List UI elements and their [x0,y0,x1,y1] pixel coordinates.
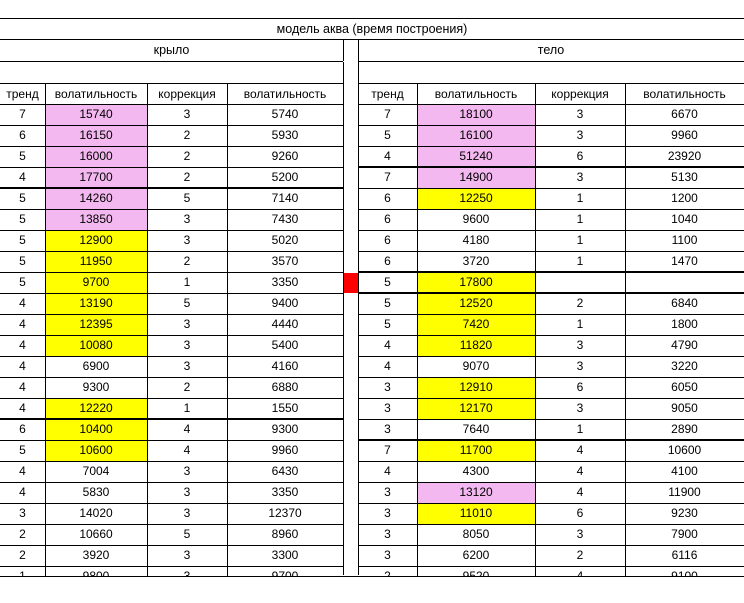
right-row-line [358,125,744,126]
right-cell: 2 [576,296,584,310]
left-header-bottom [0,104,343,105]
left-cell: 5740 [271,107,299,121]
right-cell [625,272,744,293]
right-row-line [358,419,744,420]
left-cell: 9300 [271,422,299,436]
left-cell: 4 [19,296,26,310]
left-row-line [0,335,343,336]
right-cell: 18100 [459,107,493,121]
right-cell: 6840 [671,296,698,310]
group-divider-right [358,40,359,61]
group-bottom-border-right [358,61,744,62]
left-cell: 5400 [271,338,299,352]
right-row-line [358,251,744,252]
left-cell: 9960 [271,443,299,457]
left-cell: 5 [19,275,26,289]
left-cell: 17700 [79,170,113,184]
left-cell: 3 [19,506,26,520]
left-cell: 14260 [79,191,113,205]
left-cell: 2 [19,527,26,541]
right-col-header: волатильность [643,87,726,101]
right-cell: 51240 [459,149,493,163]
right-cell: 7 [384,107,391,121]
left-cell: 5830 [82,485,110,499]
left-row-line [0,146,343,147]
left-row-line [0,503,343,504]
right-cell: 7 [384,170,391,184]
right-cell: 7 [384,443,391,457]
right-header-bottom [358,104,744,105]
right-group-separator [358,166,744,168]
right-cell: 5 [384,317,391,331]
sheet-title: модель аква (время построения) [276,22,468,36]
right-cell: 9050 [671,401,698,415]
title-bottom-border [0,39,744,40]
right-cell: 9070 [462,359,490,373]
left-cell: 5 [19,233,26,247]
left-row-line [0,230,343,231]
right-cell: 3 [384,506,391,520]
right-row-line [358,566,744,567]
left-cell: 7430 [271,212,299,226]
left-cell: 10600 [79,443,113,457]
left-col-header: тренд [6,87,39,101]
right-cell: 4180 [462,233,490,247]
right-cell: 23920 [667,149,702,163]
right-cell: 11900 [668,485,701,499]
right-cell: 12910 [459,380,493,394]
right-row-line [358,314,744,315]
left-cell: 5930 [271,128,299,142]
right-row-line [358,482,744,483]
right-row-line [358,524,744,525]
right-cell: 12520 [459,296,493,310]
left-row-line [0,356,343,357]
left-cell: 3 [183,485,191,499]
left-row-line [0,209,343,210]
right-cell: 5 [384,275,391,289]
left-row-line [0,377,343,378]
right-cell: 9230 [671,506,698,520]
left-cell: 3 [183,338,191,352]
right-cell: 3 [384,527,391,541]
left-cell: 4 [19,359,26,373]
left-row-line [0,293,343,294]
right-row-line [358,377,744,378]
left-cell: 3 [183,212,191,226]
left-cell: 9400 [271,296,299,310]
left-col-header: волатильность [243,87,327,101]
right-cell: 5 [384,128,391,142]
left-cell: 4 [19,338,26,352]
left-row-line [0,272,343,273]
right-cell: 11700 [459,443,493,457]
right-cell: 1100 [671,233,698,247]
left-cell: 5 [183,296,191,310]
left-row-line [0,482,343,483]
left-cell: 2 [183,170,191,184]
right-cell: 6 [576,149,584,163]
right-cell: 4 [576,464,584,478]
left-cell: 7 [19,107,26,121]
left-col-header: коррекция [158,87,216,101]
right-cell: 1 [576,254,584,268]
left-cell: 4 [19,170,26,184]
left-cell: 9700 [82,275,110,289]
right-cell: 6 [384,191,391,205]
left-cell: 16000 [79,149,113,163]
left-cell: 3 [183,359,191,373]
right-cell: 4 [384,359,391,373]
left-cell: 10660 [79,527,113,541]
right-cell: 4 [576,443,584,457]
group-header-left: крыло [153,43,190,57]
right-row-line [358,356,744,357]
left-cell: 5 [183,527,191,541]
left-cell: 3 [183,233,191,247]
right-cell: 17800 [459,275,493,289]
left-cell: 15740 [79,107,113,121]
left-group-separator [0,187,343,189]
right-cell: 3220 [671,359,698,373]
left-cell: 3920 [82,548,110,562]
left-row-line [0,251,343,252]
left-cell: 3 [183,317,191,331]
right-col-header: коррекция [551,87,609,101]
right-cell: 3720 [462,254,490,268]
right-cell: 12170 [459,401,493,415]
right-cell: 11820 [459,338,493,352]
right-cell: 4100 [671,464,698,478]
title-top-border [0,18,744,19]
right-cell: 1 [576,422,584,436]
left-cell: 12395 [79,317,113,331]
left-table-right-edge [343,62,344,575]
left-cell: 6 [19,422,26,436]
left-cell: 2 [183,380,191,394]
right-cell: 6 [576,506,584,520]
left-cell: 13190 [79,296,113,310]
left-cell: 3 [183,107,191,121]
right-cell: 4300 [462,464,490,478]
right-cell: 3 [576,128,584,142]
left-cell: 4160 [271,359,299,373]
left-cell: 4 [19,380,26,394]
left-cell: 8960 [271,527,299,541]
right-cell: 3 [384,485,391,499]
right-header-top [358,83,744,84]
left-cell: 5 [183,191,191,205]
left-cell: 4 [19,464,26,478]
right-cell: 9960 [671,128,698,142]
left-col-header: волатильность [54,87,138,101]
right-row-line [358,335,744,336]
right-cell: 3 [576,107,584,121]
left-cell: 2 [19,548,26,562]
left-row-line [0,545,343,546]
left-row-line [0,125,343,126]
left-cell: 5 [19,212,26,226]
left-cell: 10080 [79,338,113,352]
right-cell: 3 [384,380,391,394]
right-row-line [358,545,744,546]
left-cell: 5 [19,191,26,205]
left-cell: 1 [183,401,191,415]
left-cell: 4 [183,443,191,457]
left-cell: 7140 [271,191,299,205]
left-cell: 16150 [79,128,113,142]
left-cell: 3300 [271,548,299,562]
left-cell: 5 [19,443,26,457]
left-cell: 7004 [82,464,110,478]
right-cell: 6200 [462,548,490,562]
right-cell: 11010 [459,506,493,520]
right-cell: 2890 [671,422,698,436]
right-col-header: тренд [371,87,404,101]
right-cell: 9600 [462,212,490,226]
left-row-line [0,398,343,399]
left-cell: 2 [183,149,191,163]
left-cell: 6900 [82,359,110,373]
left-cell: 10400 [79,422,113,436]
left-header-top [0,83,343,84]
left-cell: 3350 [271,485,299,499]
right-cell: 1 [576,233,584,247]
right-cell: 4 [576,485,584,499]
left-cell: 3 [183,464,191,478]
right-row-line [358,209,744,210]
left-cell: 9300 [82,380,110,394]
right-cell: 10600 [667,443,702,457]
right-cell: 2 [576,548,584,562]
right-cell: 16100 [459,128,493,142]
left-cell: 4 [19,317,26,331]
right-cell: 12250 [459,191,493,205]
right-cell: 13120 [459,485,493,499]
right-cell: 1 [576,317,584,331]
left-cell: 5020 [271,233,299,247]
right-group-separator [358,439,744,441]
left-row-line [0,440,343,441]
sheet-bottom-border [0,576,744,577]
left-row-line [0,314,343,315]
left-row-line [0,461,343,462]
right-cell: 4 [384,338,391,352]
left-cell: 3 [183,506,191,520]
left-cell: 4440 [271,317,299,331]
right-group-separator [358,271,744,273]
right-cell [535,272,625,293]
left-row-line [0,524,343,525]
left-cell: 4 [183,422,191,436]
right-row-line [358,146,744,147]
right-cell: 1 [576,212,584,226]
right-cell: 4 [384,149,391,163]
right-cell: 14900 [459,170,493,184]
left-row-line [0,167,343,168]
right-cell: 6 [576,380,584,394]
left-cell: 1 [183,275,191,289]
right-row-line [358,461,744,462]
left-cell: 14020 [79,506,113,520]
bottom-border-strip [0,576,744,603]
left-cell: 12370 [268,506,302,520]
right-cell: 1470 [671,254,698,268]
left-cell: 2 [183,254,191,268]
right-row-line [358,398,744,399]
right-cell: 7900 [671,527,698,541]
left-cell: 5200 [271,170,299,184]
right-cell: 3 [576,170,584,184]
left-cell: 6 [19,128,26,142]
left-cell: 3350 [271,275,299,289]
right-cell: 6 [384,212,391,226]
group-bottom-border-left [0,61,343,62]
right-cell: 7640 [462,422,490,436]
right-cell: 8050 [462,527,490,541]
right-cell: 3 [576,359,584,373]
right-col-header: волатильность [434,87,518,101]
left-cell: 13850 [79,212,113,226]
right-cell: 3 [384,401,391,415]
left-cell: 2 [183,128,191,142]
left-cell: 3 [183,548,191,562]
right-row-line [358,503,744,504]
left-cell: 9260 [271,149,299,163]
right-cell: 6116 [671,548,698,562]
left-cell: 12220 [79,401,113,415]
right-cell: 5 [384,296,391,310]
right-cell: 3 [576,527,584,541]
right-row-line [358,188,744,189]
left-cell: 4 [19,401,26,415]
right-cell: 1800 [671,317,698,331]
left-row-line [0,566,343,567]
left-cell: 5 [19,254,26,268]
right-cell: 4 [384,464,391,478]
right-cell: 3 [384,548,391,562]
left-cell: 11950 [79,254,113,268]
right-cell: 3 [576,401,584,415]
right-row-line [358,230,744,231]
left-cell: 6430 [271,464,299,478]
right-cell: 6670 [671,107,698,121]
group-divider-left [343,40,344,61]
group-header-right: тело [537,43,565,57]
right-cell: 3 [384,422,391,436]
right-cell: 4790 [671,338,698,352]
right-cell: 6 [384,233,391,247]
right-cell: 3 [576,338,584,352]
right-cell: 1200 [671,191,698,205]
left-cell: 3570 [271,254,299,268]
left-group-separator [0,418,343,420]
right-cell: 5130 [671,170,698,184]
right-cell: 1040 [671,212,698,226]
right-cell: 7420 [462,317,490,331]
left-cell: 4 [19,485,26,499]
right-group-separator [358,292,744,294]
left-cell: 5 [19,149,26,163]
left-cell: 1550 [271,401,299,415]
right-cell: 1 [576,191,584,205]
left-cell: 12900 [79,233,113,247]
right-cell: 6 [384,254,391,268]
red-marker-cell [343,273,358,293]
right-cell: 6050 [671,380,698,394]
right-table-left-edge [358,62,359,575]
left-cell: 6880 [271,380,299,394]
